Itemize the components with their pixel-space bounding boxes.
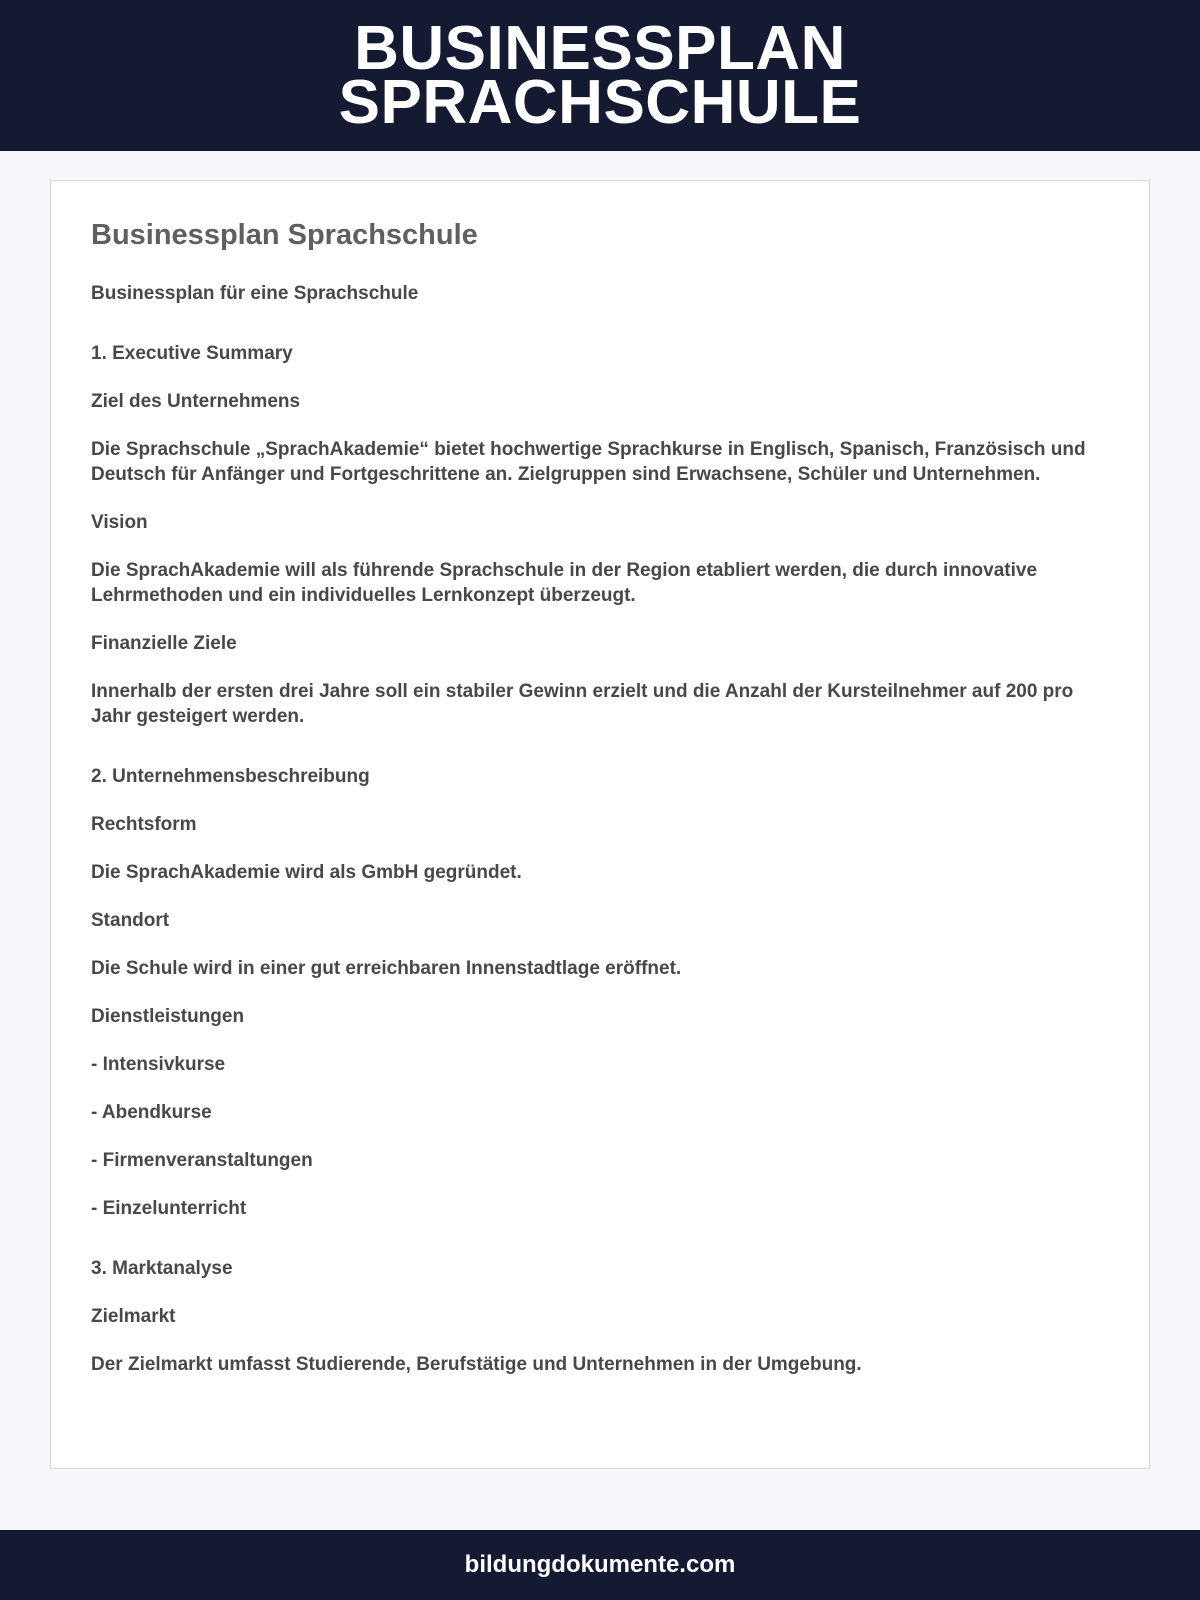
paragraph-ziel: Die Sprachschule „SprachAkademie“ bietet hochwertige Sprachkurse in Englisch, Spanisch, Französisch und Deutsch für Anfänger und Fortgeschrittene an. Zielgruppen sind Erwachsene, Schüler und Unternehmen. (91, 439, 1086, 485)
subheading-vision: Vision (91, 512, 148, 533)
paragraph-zielmarkt: Der Zielmarkt umfasst Studierende, Berufstätige und Unternehmen in der Umgebung. (91, 1354, 862, 1375)
subheading-standort: Standort (91, 910, 170, 931)
subheading-dienstleistungen: Dienstleistungen (91, 1006, 245, 1027)
paragraph-standort: Die Schule wird in einer gut erreichbaren Innenstadtlage eröffnet. (91, 958, 682, 979)
banner-title-line-2: SPRACHSCHULE (338, 67, 862, 137)
section-heading-unternehmensbeschreibung: 2. Unternehmensbeschreibung (91, 766, 370, 787)
section-heading-executive-summary: 1. Executive Summary (91, 343, 293, 364)
list-item: - Abendkurse (91, 1102, 212, 1123)
list-item: - Firmenveranstaltungen (91, 1150, 313, 1171)
subheading-rechtsform: Rechtsform (91, 814, 197, 835)
document-subtitle: Businessplan für eine Sprachschule (91, 283, 419, 304)
subheading-ziel: Ziel des Unternehmens (91, 391, 301, 412)
paragraph-finanzielle-ziele: Innerhalb der ersten drei Jahre soll ein stabiler Gewinn erzielt und die Anzahl der Kursteilnehmer auf 200 pro Jahr gesteigert werden. (91, 681, 1074, 727)
paragraph-rechtsform: Die SprachAkademie wird als GmbH gegründet. (91, 862, 522, 883)
document-title: Businessplan Sprachschule (91, 219, 478, 251)
paragraph-vision: Die SprachAkademie will als führende Sprachschule in der Region etabliert werden, die durch innovative Lehrmethoden und ein individuelles Lernkonzept überzeugt. (91, 560, 1038, 606)
list-item: - Einzelunterricht (91, 1198, 247, 1219)
subheading-finanzielle-ziele: Finanzielle Ziele (91, 633, 237, 654)
subheading-zielmarkt: Zielmarkt (91, 1306, 176, 1327)
header-banner (0, 0, 1200, 151)
footer-site-link[interactable]: bildungdokumente.com (464, 1551, 736, 1578)
footer-banner (0, 1530, 1200, 1600)
banner-title-line-1: BUSINESSPLAN (354, 13, 846, 83)
section-heading-marktanalyse: 3. Marktanalyse (91, 1258, 233, 1279)
list-item: - Intensivkurse (91, 1054, 226, 1075)
document-card (50, 180, 1150, 1469)
